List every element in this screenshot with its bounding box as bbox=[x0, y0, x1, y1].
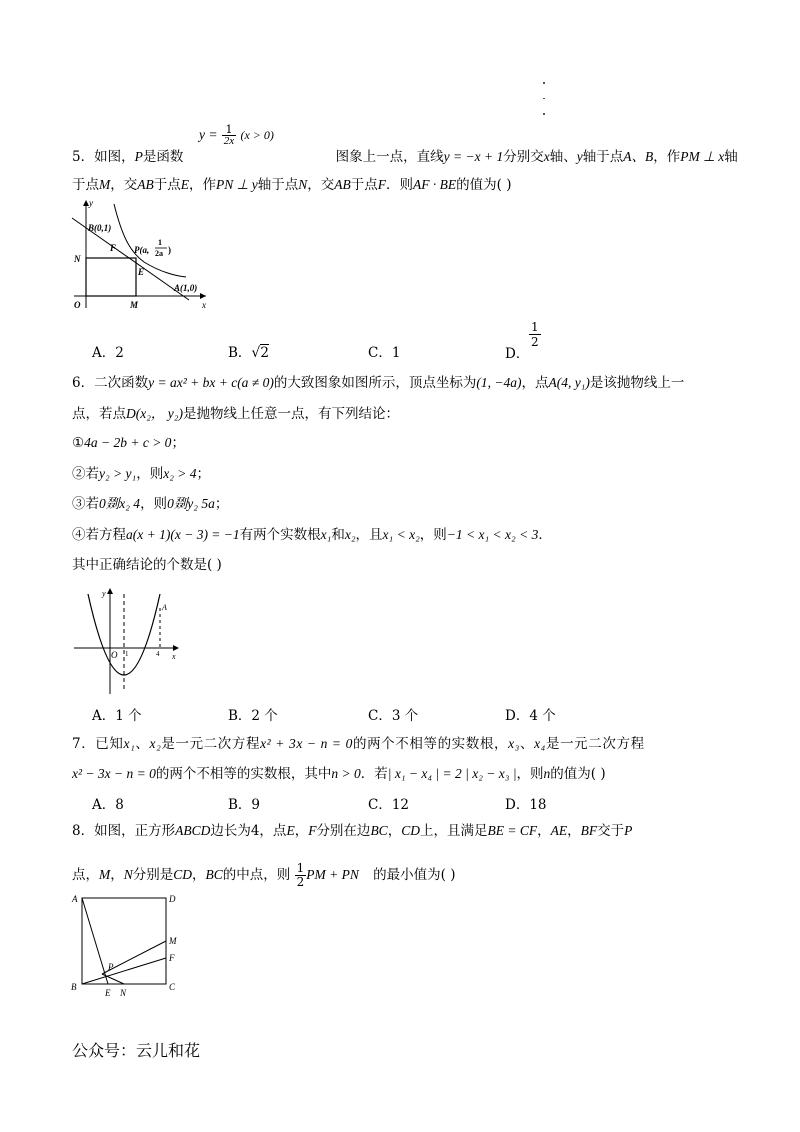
q6-conclusion-4: ④若方程a(x + 1)(x − 3) = −1有两个实数根x₁和x₂，且x₁ < x₂，则−1 < x₁ < x₂ < 3． bbox=[72, 527, 552, 543]
q5-p-frac-num: 1 bbox=[158, 238, 162, 247]
q8-segment-ae bbox=[82, 898, 108, 984]
q6-x-arrow bbox=[173, 645, 179, 651]
q8-segment-pn bbox=[102, 974, 124, 984]
q5-o-label: O bbox=[74, 300, 81, 310]
q5-p-frac-den: 2a bbox=[155, 249, 163, 258]
q5-p-label: P(a, bbox=[134, 245, 150, 255]
q5-option-a[interactable]: A．2 bbox=[92, 345, 124, 361]
q5-x-arrow bbox=[200, 293, 206, 299]
q6-line2: 点，若点D(x₂， y₂)是抛物线上任意一点，有下列结论： bbox=[72, 406, 399, 422]
q5-function-fraction: y = $\frac{1}{2x}$ (x > 0) bbox=[199, 123, 274, 147]
decorative-dots bbox=[543, 82, 545, 122]
q6-option-b[interactable]: B．2 个 bbox=[228, 708, 278, 724]
q8-label-m: M bbox=[169, 936, 177, 946]
q8-segment-bf bbox=[82, 958, 166, 984]
q6-conclusion-3: ③若0剟x₂ 4，则0剟y₂ 5a； bbox=[72, 496, 229, 512]
q5-figure bbox=[66, 196, 216, 312]
q7-option-d[interactable]: D．18 bbox=[505, 797, 547, 813]
q5-f-label: F bbox=[110, 243, 117, 253]
q8-label-d: D bbox=[169, 894, 176, 904]
q5-b-label: B(0,1) bbox=[88, 223, 112, 233]
q6-conclusion-1: ①4a − 2b + c > 0； bbox=[72, 435, 185, 451]
q5-line2: 于点M，交AB于点E，作PN ⊥ y轴于点N，交AB于点F．则AF · BE的值为( ) bbox=[72, 177, 512, 193]
q7-option-a[interactable]: A．8 bbox=[92, 797, 124, 813]
q6-y-arrow bbox=[107, 588, 113, 594]
q6-one-label: 1 bbox=[125, 650, 129, 658]
q5-rect-onpm bbox=[86, 258, 136, 296]
q6-conclusion-2: ②若y₂ > y₁，则x₂ > 4； bbox=[72, 466, 211, 482]
q6-option-c[interactable]: C．3 个 bbox=[368, 708, 419, 724]
q8-label-f: F bbox=[169, 953, 175, 963]
q6-ask: 其中正确结论的个数是( ) bbox=[72, 557, 222, 573]
q5-option-b[interactable]: B．√2 bbox=[228, 345, 269, 361]
q8-figure bbox=[68, 890, 188, 1002]
q6-option-d[interactable]: D．4 个 bbox=[505, 708, 556, 724]
q5-y-label: y bbox=[89, 198, 93, 208]
q5-x-label: x bbox=[202, 300, 206, 310]
q5-e-label: E bbox=[138, 267, 145, 277]
footer-account: 公众号：云儿和花 bbox=[72, 1041, 201, 1060]
q6-parabola bbox=[88, 594, 160, 675]
q6-a-label: A bbox=[162, 603, 167, 612]
q6-line1: 6．二次函数y = ax² + bx + c(a ≠ 0)的大致图象如图所示，顶点坐标为(1, −4a)，点A(4, y₁)是该抛物线上一 bbox=[72, 375, 685, 391]
q5-line1: 5．如图，P是函数 图象上一点，直线y = −x + 1分别交x轴、y轴于点A、B，作PM ⊥ x轴 bbox=[72, 149, 738, 165]
q5-a-label: A(1,0) bbox=[174, 283, 198, 293]
q7-line1: 7．已知x₁、x₂是一元二次方程x² + 3x − n = 0的两个不相等的实数根，x₃、x₄是一元二次方程 bbox=[72, 736, 645, 752]
q8-line1: 8．如图，正方形ABCD边长为4，点E，F分别在边BC，CD上，且满足BE = CF，AE，BF交于P bbox=[72, 823, 633, 839]
q6-figure bbox=[70, 586, 190, 698]
q6-o-label: O bbox=[111, 650, 118, 660]
q6-y-label: y bbox=[102, 589, 106, 598]
q8-label-c: C bbox=[169, 982, 176, 992]
q7-option-c[interactable]: C．12 bbox=[368, 797, 410, 813]
q8-label-a: A bbox=[72, 894, 78, 904]
q6-four-label: 4 bbox=[156, 650, 160, 658]
q8-label-e: E bbox=[105, 988, 111, 998]
q5-option-c[interactable]: C．1 bbox=[368, 345, 401, 361]
q7-line2: x² − 3x − n = 0的两个不相等的实数根，其中n > 0．若| x₁ − x₄ | = 2 | x₂ − x₃ |，则n的值为( ) bbox=[72, 766, 606, 782]
q5-p-close: ) bbox=[168, 245, 171, 255]
q5-n-label: N bbox=[74, 254, 81, 264]
q5-hyperbola bbox=[114, 204, 186, 277]
q5-m-label: M bbox=[130, 300, 139, 310]
q8-label-p: P bbox=[108, 962, 114, 972]
q6-x-label: x bbox=[172, 652, 176, 661]
q8-label-b: B bbox=[71, 982, 77, 992]
q8-line2: 点，M，N分别是CD，BC的中点，则 $\frac{1}{2}$ PM + PN 的最小值为( ) bbox=[72, 861, 456, 889]
q7-option-b[interactable]: B．9 bbox=[228, 797, 261, 813]
q8-label-n: N bbox=[120, 988, 127, 998]
q6-option-a[interactable]: A．1 个 bbox=[92, 708, 142, 724]
